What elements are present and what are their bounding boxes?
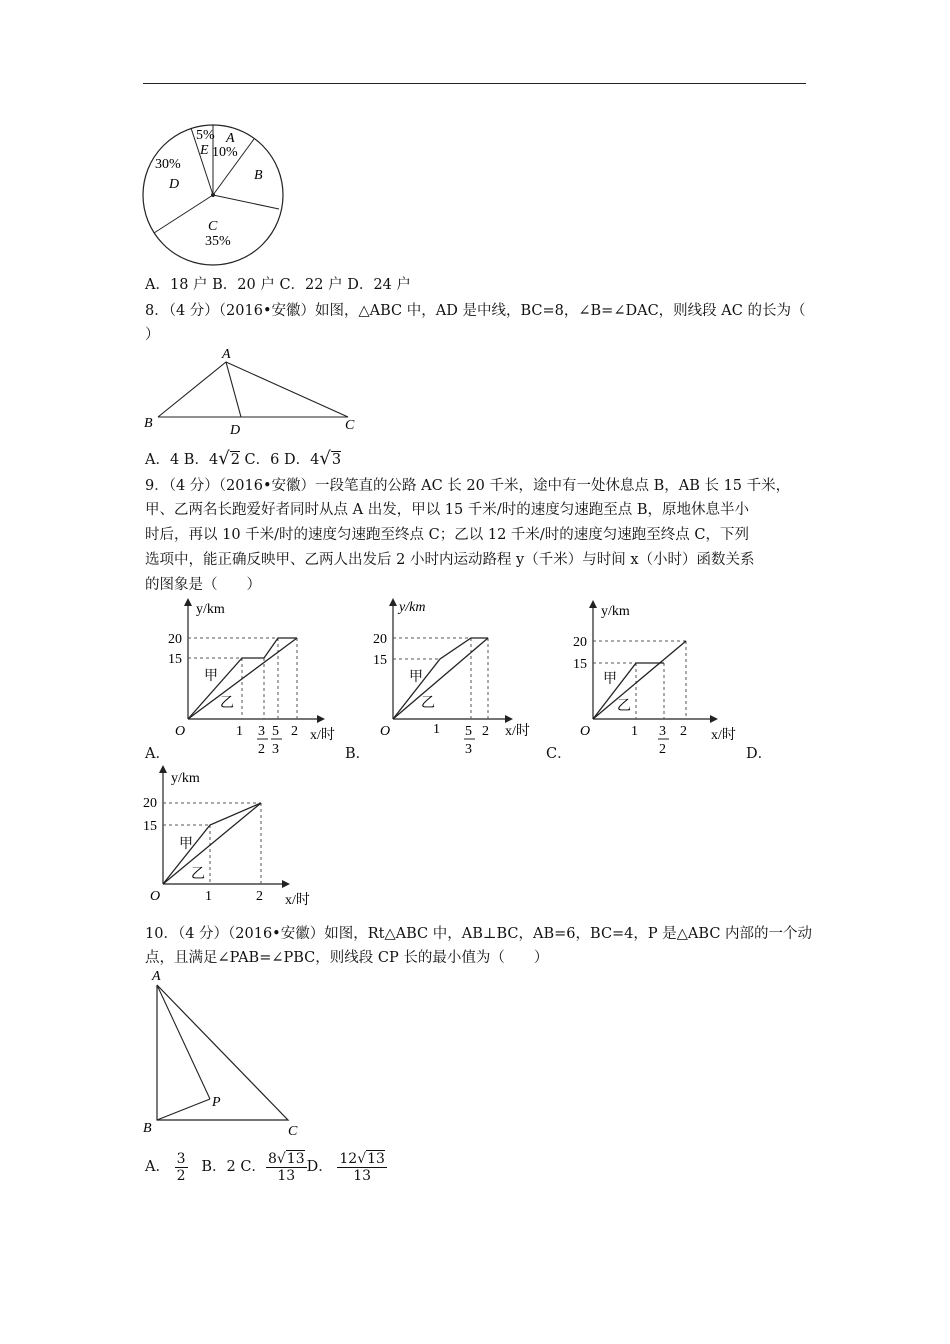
graph-a-yi: 乙 xyxy=(220,696,234,711)
pie-label-b: B xyxy=(254,168,263,183)
graph-b-ylabel: y/km xyxy=(399,600,426,615)
graph-b-yi: 乙 xyxy=(421,696,435,711)
graph-c-y20: 20 xyxy=(573,635,587,650)
q8-ans-d-coef: 4 xyxy=(310,452,320,468)
q10-triangle-figure xyxy=(140,965,310,1140)
graph-c-origin: O xyxy=(580,724,591,739)
q10-opt-b: B．2 C． xyxy=(201,1159,266,1175)
graph-a-y15: 15 xyxy=(168,652,182,667)
graph-a-xlabel: x/时 xyxy=(310,728,335,743)
pie-pct-a: 10% xyxy=(212,145,238,160)
q9-line2: 甲、乙两名长跑爱好者同时从点 A 出发，甲以 15 千米/时的速度匀速跑至点 B，原地休息半小 xyxy=(145,502,750,518)
q10-d-rad: 13 xyxy=(367,1150,385,1167)
graph-b xyxy=(365,595,545,770)
graph-c-jia: 甲 xyxy=(603,672,617,687)
q10-frac-a xyxy=(175,1151,188,1184)
header-rule xyxy=(143,83,806,84)
q8-ans-c: C．6 D． xyxy=(239,452,311,468)
graph-b-x2: 2 xyxy=(482,724,489,739)
pie-pct-d: 30% xyxy=(155,157,181,172)
option-d-label: D． xyxy=(746,746,773,762)
graph-a-y20: 20 xyxy=(168,632,182,647)
q7-answers: A．18 户 B．20 户 C．22 户 D．24 户 xyxy=(145,277,411,293)
q8-ans-a: A．4 B． xyxy=(145,452,209,468)
graph-a xyxy=(160,595,360,770)
graph-a-f32d: 2 xyxy=(258,742,265,757)
q10-frac-d: $\frac{12√13}{13}$ xyxy=(339,1150,385,1184)
q8-answers: A．4 B．4√2 C．6 D．4√3 xyxy=(145,448,342,469)
graph-c-x2: 2 xyxy=(680,724,687,739)
q8-triangle-figure xyxy=(140,345,365,440)
graph-b-origin: O xyxy=(380,724,391,739)
graph-a-f53d: 3 xyxy=(272,742,279,757)
graph-d-xlabel: x/时 xyxy=(285,893,310,908)
q10-c-coef: 8 xyxy=(267,1150,277,1167)
q8-vertex-b: B xyxy=(144,416,153,431)
option-c-label: C． xyxy=(546,746,572,762)
graph-a-x2: 2 xyxy=(291,724,298,739)
q8-ans-b-coef: 4 xyxy=(208,452,219,468)
graph-b-f53n: 5 xyxy=(465,724,472,739)
q8-ans-b-rad: 2 xyxy=(230,452,240,468)
graph-d-origin: O xyxy=(150,889,161,904)
graph-a-origin: O xyxy=(175,724,186,739)
q10-c-rad: 13 xyxy=(286,1150,305,1167)
q10-d-den: 13 xyxy=(353,1167,372,1184)
graph-c-x1: 1 xyxy=(631,724,638,739)
graph-a-x1: 1 xyxy=(236,724,243,739)
q8-vertex-d: D xyxy=(230,423,241,438)
graph-d-x2: 2 xyxy=(256,889,263,904)
graph-d xyxy=(135,762,325,912)
option-a-label: A． xyxy=(145,746,170,762)
graph-a-ylabel: y/km xyxy=(196,602,225,617)
graph-c-y15: 15 xyxy=(573,657,587,672)
graph-b-y20: 20 xyxy=(373,632,387,647)
graph-b-xlabel: x/时 xyxy=(505,724,530,739)
pie-label-c: C xyxy=(208,219,218,234)
graph-c-f32n: 3 xyxy=(659,724,666,739)
graph-a-f53n: 5 xyxy=(272,724,279,739)
pie-label-e: E xyxy=(200,143,209,158)
q10-c-den: 13 xyxy=(277,1167,296,1184)
graph-b-x1: 1 xyxy=(433,722,440,737)
q9-line1: 9．（4 分）（2016•安徽）一段笔直的公路 AC 长 20 千米，途中有一处休息点 B，AB 长 15 千米， xyxy=(145,478,791,494)
graph-a-jia: 甲 xyxy=(204,669,218,684)
q10-answers xyxy=(145,1147,387,1187)
graph-d-y20: 20 xyxy=(143,796,157,811)
graph-b-f53d: 3 xyxy=(465,742,472,757)
q8-vertex-c: C xyxy=(345,418,355,433)
option-b-label: B． xyxy=(345,746,371,762)
q10-frac-a-den: 2 xyxy=(176,1167,186,1184)
pie-label-d: D xyxy=(169,177,180,192)
graph-b-y15: 15 xyxy=(373,653,387,668)
q9-line5: 的图象是（ ） xyxy=(145,577,261,593)
q8-line1: 8．（4 分）（2016•安徽）如图，△ABC 中，AD 是中线，BC=8，∠B=∠DAC，则线段 AC 的长为（ xyxy=(145,303,806,319)
q8-line2: ） xyxy=(145,327,160,343)
q9-line3: 时后，再以 10 千米/时的速度匀速跑至终点 C；乙以 12 千米/时的速度匀速跑至终点 C，下列 xyxy=(145,527,750,543)
q10-vertex-a: A xyxy=(152,969,161,984)
graph-d-yi: 乙 xyxy=(191,867,205,882)
q10-opt-a: A． xyxy=(145,1159,170,1175)
q10-opt-d: D． xyxy=(306,1159,333,1175)
graph-c-yi: 乙 xyxy=(617,699,631,714)
q10-line1: 10．（4 分）（2016•安徽）如图，Rt△ABC 中，AB⊥BC，AB=6，BC=4，P 是△ABC 内部的一个动 xyxy=(145,926,813,942)
q10-frac-c: $\frac{8√13}{13}$ xyxy=(267,1150,305,1184)
graph-d-x1: 1 xyxy=(205,889,212,904)
q8-ans-d-rad: 3 xyxy=(331,452,342,468)
graph-b-jia: 甲 xyxy=(409,670,423,685)
q10-d-coef: 12 xyxy=(339,1150,358,1167)
q10-line2: 点，且满足∠PAB=∠PBC，则线段 CP 长的最小值为（ ） xyxy=(145,950,549,966)
graph-d-ylabel: y/km xyxy=(171,771,200,786)
q8-vertex-a: A xyxy=(222,347,231,362)
q10-vertex-b: B xyxy=(143,1121,152,1136)
pie-label-a: A xyxy=(226,131,235,146)
graph-c-xlabel: x/时 xyxy=(711,728,736,743)
pie-chart-figure xyxy=(140,120,290,270)
q10-vertex-c: C xyxy=(288,1124,298,1139)
graph-c-f32d: 2 xyxy=(659,742,666,757)
q10-frac-a-num: 3 xyxy=(176,1150,186,1167)
graph-a-f32n: 3 xyxy=(258,724,265,739)
pie-pct-e: 5% xyxy=(196,128,215,143)
graph-c xyxy=(565,597,755,772)
graph-c-ylabel: y/km xyxy=(601,604,630,619)
graph-d-jia: 甲 xyxy=(179,837,193,852)
graph-d-y15: 15 xyxy=(143,819,157,834)
pie-pct-c: 35% xyxy=(205,234,231,249)
q9-line4: 选项中，能正确反映甲、乙两人出发后 2 小时内运动路程 y（千米）与时间 x（小时）函数关系 xyxy=(145,552,755,568)
q10-vertex-p: P xyxy=(212,1095,221,1110)
